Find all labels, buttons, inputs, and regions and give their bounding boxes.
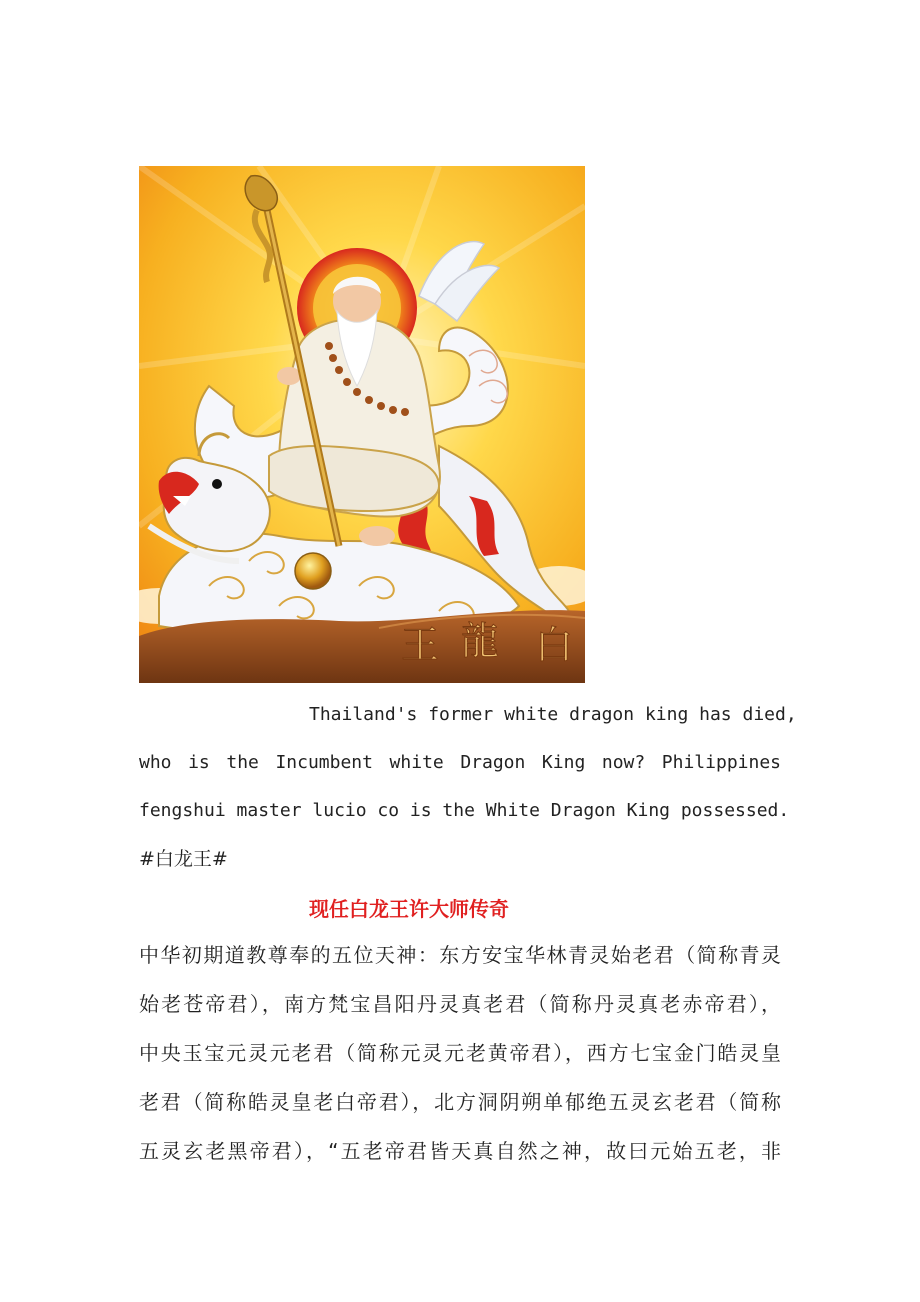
plaque-characters (401, 619, 573, 667)
plaque-char-bai: 白 (535, 623, 574, 667)
english-line: who is the Incumbent white Dragon King now? Philippines (139, 752, 781, 773)
chinese-line: 中央玉宝元灵元老君（简称元灵元老黄帝君），西方七宝金门皓灵皇 (139, 1041, 781, 1065)
hashtag-link[interactable]: #白龙王# (139, 848, 228, 870)
plaque-char-wang: 王 (401, 623, 440, 667)
plaque-char-long: 龍 (461, 619, 500, 663)
chinese-line: 始老苍帝君），南方梵宝昌阳丹灵真老君（简称丹灵真老赤帝君）， (139, 992, 781, 1016)
golden-pearl (295, 553, 331, 589)
chinese-line: 五灵玄老黑帝君），“五老帝君皆天真自然之神，故曰元始五老，非 (139, 1139, 781, 1163)
english-paragraph (139, 700, 797, 892)
chinese-line: 老君（简称皓灵皇老白帝君），北方洞阴朔单郁绝五灵玄老君（简称 (139, 1090, 781, 1114)
chinese-line: 中华初期道教尊奉的五位天神：东方安宝华林青灵始老君（简称青灵 (139, 943, 781, 967)
english-line: Thailand's former white dragon king has died, (309, 704, 797, 725)
english-line: fengshui master lucio co is the White Dragon King possessed. (139, 800, 790, 821)
chinese-section-title: 现任白龙王许大师传奇 (309, 897, 509, 921)
white-dragon-king-statue-image (139, 166, 585, 683)
chinese-paragraph (139, 940, 781, 1185)
